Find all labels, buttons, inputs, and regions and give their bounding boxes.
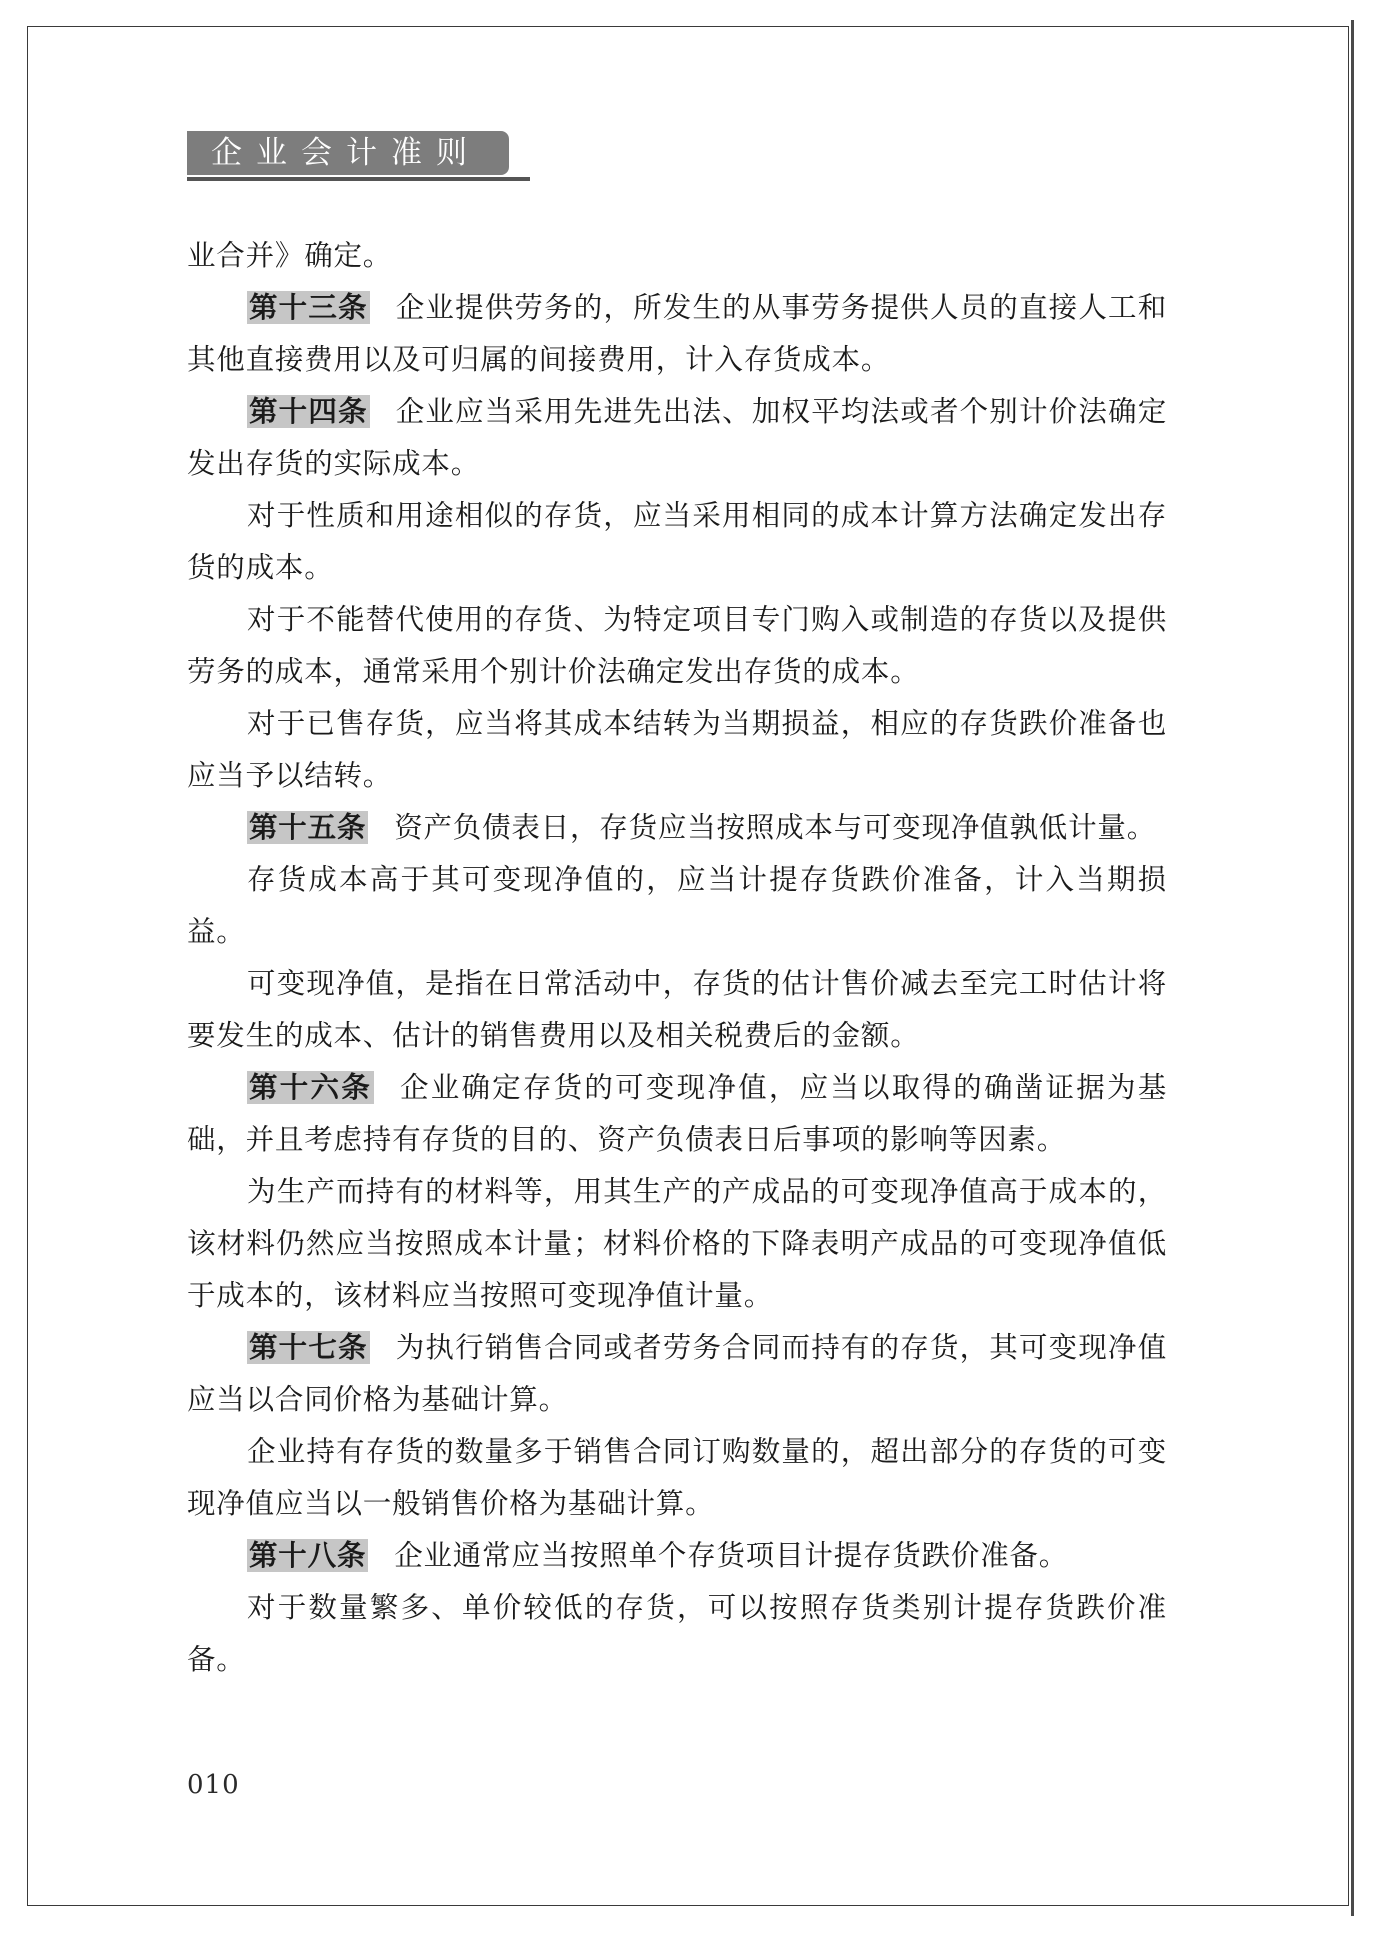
paragraph-text: 存货成本高于其可变现净值的，应当计提存货跌价准备，计入当期损益。 [187,863,1167,948]
paragraph [187,230,1167,282]
article-number: 第十三条 [249,291,368,324]
paragraph [187,698,1167,802]
paragraph [187,1166,1167,1322]
article-number: 第十七条 [249,1331,368,1364]
paragraph-text: 企业通常应当按照单个存货项目计提存货跌价准备。 [394,1539,1069,1572]
paragraph-text: 业合并》确定。 [187,239,393,272]
page-number: 010 [187,1770,240,1800]
paragraph [187,282,1167,386]
paragraph-text: 企业持有存货的数量多于销售合同订购数量的，超出部分的存货的可变现净值应当以一般销售价格为基础计算。 [187,1435,1167,1520]
paragraph-text: 资产负债表日，存货应当按照成本与可变现净值孰低计量。 [394,811,1157,844]
page-edge-rule [1351,20,1354,1916]
paragraph-text: 为执行销售合同或者劳务合同而持有的存货，其可变现净值应当以合同价格为基础计算。 [187,1331,1167,1416]
paragraph [187,802,1167,854]
body-text [187,230,1167,1686]
paragraph-text: 对于不能替代使用的存货、为特定项目专门购入或制造的存货以及提供劳务的成本，通常采用个别计价法确定发出存货的成本。 [187,603,1167,688]
article-number: 第十四条 [249,395,368,428]
paragraph [187,1062,1167,1166]
paragraph-text: 企业确定存货的可变现净值，应当以取得的确凿证据为基础，并且考虑持有存货的目的、资产负债表日后事项的影响等因素。 [187,1071,1167,1156]
article-number: 第十五条 [249,811,367,844]
paragraph [187,1530,1167,1582]
paragraph-text: 企业提供劳务的，所发生的从事劳务提供人员的直接人工和其他直接费用以及可归属的间接费用，计入存货成本。 [187,291,1167,376]
running-header-title: 企业会计准则 [211,135,481,171]
paragraph [187,1322,1167,1426]
paragraph [187,1582,1167,1686]
paragraph-text: 对于已售存货，应当将其成本结转为当期损益，相应的存货跌价准备也应当予以结转。 [187,707,1167,792]
paragraph [187,594,1167,698]
paragraph-text: 对于数量繁多、单价较低的存货，可以按照存货类别计提存货跌价准备。 [187,1591,1167,1676]
header-underline [187,177,530,181]
paragraph [187,386,1167,490]
article-number: 第十六条 [249,1071,372,1104]
paragraph [187,1426,1167,1530]
paragraph [187,854,1167,958]
paragraph [187,958,1167,1062]
running-header [187,131,509,175]
paragraph-text: 对于性质和用途相似的存货，应当采用相同的成本计算方法确定发出存货的成本。 [187,499,1167,584]
paragraph-text: 企业应当采用先进先出法、加权平均法或者个别计价法确定发出存货的实际成本。 [187,395,1167,480]
paragraph [187,490,1167,594]
article-number: 第十八条 [249,1539,367,1572]
paragraph-text: 可变现净值，是指在日常活动中，存货的估计售价减去至完工时估计将要发生的成本、估计的销售费用以及相关税费后的金额。 [187,967,1167,1052]
paragraph-text: 为生产而持有的材料等，用其生产的产成品的可变现净值高于成本的，该材料仍然应当按照成本计量；材料价格的下降表明产成品的可变现净值低于成本的，该材料应当按照可变现净值计量。 [187,1175,1167,1312]
